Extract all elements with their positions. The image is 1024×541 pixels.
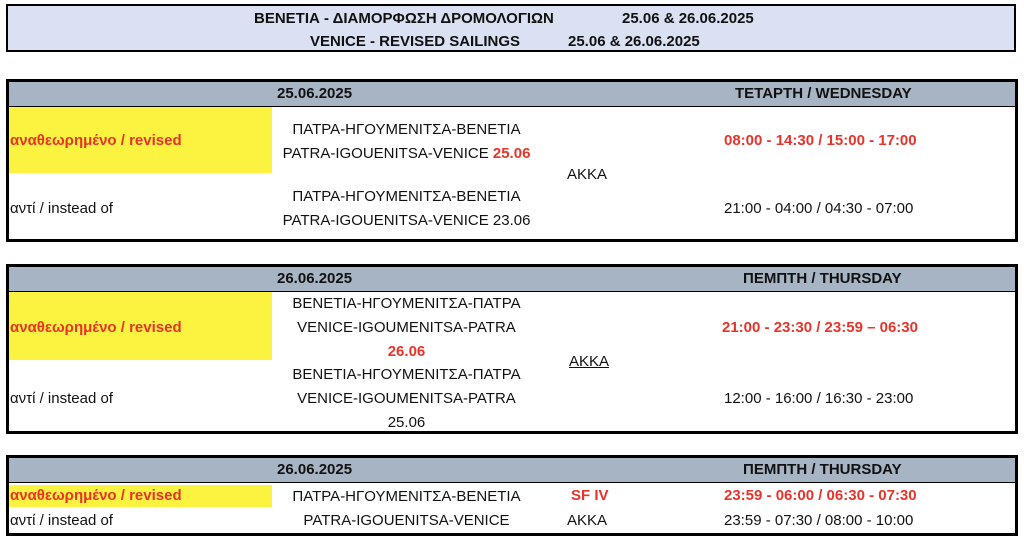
title-english-dates: 25.06 & 26.06.2025 [568,33,700,50]
revised-route-english: VENICE-IGOUMENITSA-PATRA [297,319,516,336]
instead-times: 12:00 - 16:00 / 16:30 - 23:00 [724,390,914,407]
revised-label: αναθεωρημένο / revised [10,319,182,336]
instead-route-english: PATRA-IGOUENITSA-VENICE 23.06 [282,212,531,229]
instead-route-greek: ΒΕΝΕΤΙΑ-ΗΓΟΥΜΕΝΙΤΣΑ-ΠΑΤΡΑ [292,366,521,383]
block-header-bar [9,458,1015,483]
revised-route-english: PATRA-IGOUENITSA-VENICE 25.06 [282,145,531,162]
block-day: ΠΕΜΠΤΗ / THURSDAY [743,270,902,287]
vessel-name: ΑΚΚΑ [569,353,610,370]
revised-vessel: SF IV [571,487,609,504]
block-header-bar [9,267,1015,292]
instead-route-greek: ΠΑΤΡΑ-ΗΓΟΥΜΕΝΙΤΣΑ-ΒΕΝΕΤΙΑ [292,188,521,205]
instead-label: αντί / instead of [10,200,113,217]
revised-route-date: 26.06 [387,343,426,360]
revised-route-greek: ΒΕΝΕΤΙΑ-ΗΓΟΥΜΕΝΙΤΣΑ-ΠΑΤΡΑ [292,295,521,312]
route-greek: ΠΑΤΡΑ-ΗΓΟΥΜΕΝΙΤΣΑ-ΒΕΝΕΤΙΑ [292,488,521,505]
instead-label: αντί / instead of [10,390,113,407]
block-date: 26.06.2025 [277,461,353,478]
revised-label: αναθεωρημένο / revised [10,487,182,504]
vessel-name: ΑΚΚΑ [567,166,608,183]
revised-route-greek: ΠΑΤΡΑ-ΗΓΟΥΜΕΝΙΤΣΑ-ΒΕΝΕΤΙΑ [292,121,521,138]
title-greek: ΒΕΝΕΤΙΑ - ΔΙΑΜΟΡΦΩΣΗ ΔΡΟΜΟΛΟΓΙΩΝ [254,10,554,27]
instead-times: 23:59 - 07:30 / 08:00 - 10:00 [724,512,914,529]
title-english: VENICE - REVISED SAILINGS [310,33,521,50]
revised-label: αναθεωρημένο / revised [10,132,182,149]
instead-times: 21:00 - 04:00 / 04:30 - 07:00 [724,200,914,217]
title-header [6,4,1016,52]
schedule-block-2 [6,264,1018,434]
block-day: ΠΕΜΠΤΗ / THURSDAY [743,461,902,478]
block-day: ΤΕΤΑΡΤΗ / WEDNESDAY [735,85,912,102]
revised-times: 23:59 - 06:00 / 06:30 - 07:30 [724,487,917,504]
block-date: 26.06.2025 [277,270,353,287]
instead-route-english: VENICE-IGOUMENITSA-PATRA [297,390,516,407]
schedule-block-1 [6,79,1018,242]
instead-route-date: 25.06 [387,414,426,431]
title-greek-dates: 25.06 & 26.06.2025 [622,10,754,27]
block-header-bar [9,82,1015,107]
instead-label: αντί / instead of [10,512,113,529]
revised-times: 21:00 - 23:30 / 23:59 – 06:30 [722,319,918,336]
revised-times: 08:00 - 14:30 / 15:00 - 17:00 [724,132,917,149]
block-date: 25.06.2025 [277,85,353,102]
schedule-block-3 [6,455,1018,536]
route-english: PATRA-IGOUENITSA-VENICE [303,512,510,529]
instead-vessel: ΑΚΚΑ [567,512,608,529]
